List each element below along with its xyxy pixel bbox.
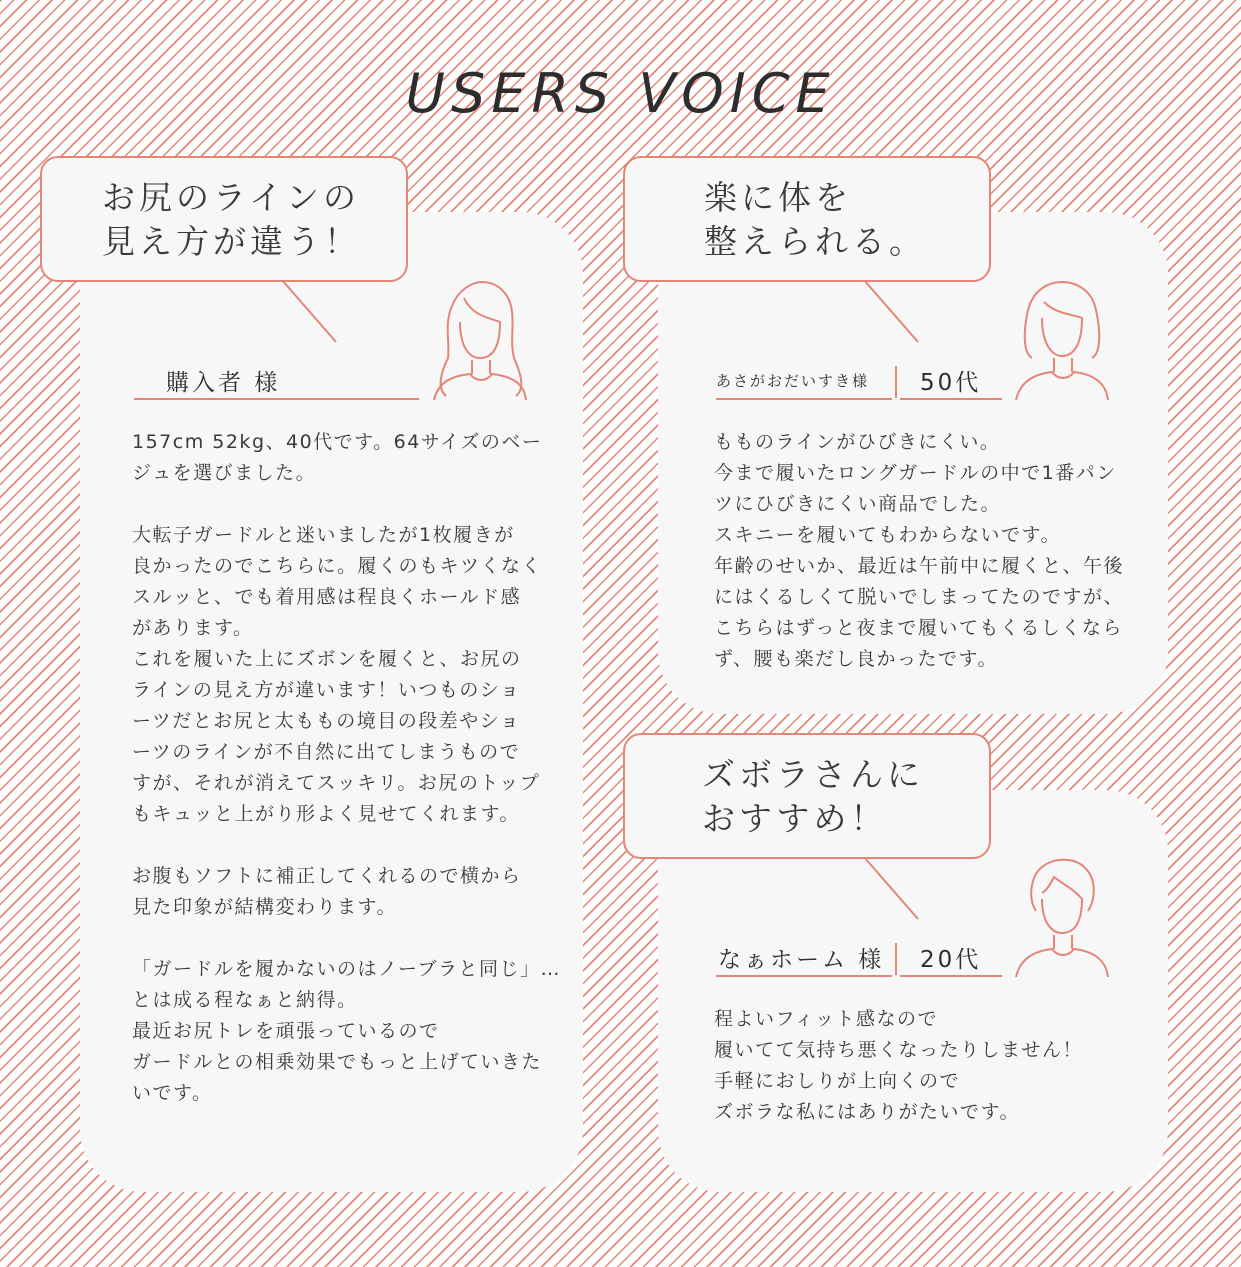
page-title: USERS VOICE: [405, 62, 836, 125]
short-hair-woman-icon: [1014, 855, 1110, 979]
voice-3-age: 20代: [920, 947, 982, 973]
voice-2-age: 50代: [920, 370, 982, 396]
voice-3-divider: [895, 943, 897, 975]
voice-2-review: もものラインがひびきにくい。 今まで履いたロングガードルの中で1番パン ツにひびきにくい商品でした。 スキニーを履いてもわからないです。 年齢のせいか、最近は午前中に履くと、午後 にはくるしくて脱いでしまってたのですが、 こちらはずっと夜まで履いてもくるしくなら ず、腰も楽だし良かったです。: [714, 431, 1125, 670]
voice-1-review: 157cm 52kg、40代です。64サイズのベー ジュを選びました。 大転子ガードルと迷いましたが1枚履きが 良かったのでこちらに。履くのもキツくなく スルッと、でも着用感は程良くホールド感 があります。 これを履いた上にズボンを履くと、お尻の ラインの見え方が違います！いつものショ ーツだとお尻と太ももの境目の段差やショ ーツのラインが不自然に出てしまうもので すが、それが消えてスッキリ。お尻のトップ もキュッと上がり形よく見せてくれます。 お腹もソフトに補正してくれるので横から 見た印象が結構変わります。 「ガードルを履かないのはノーブラと同じ」… とは成る程なぁと納得。 最近お尻トレを頑張っているので ガードルとの相乗効果でもっと上げていきた いです。: [132, 431, 561, 1104]
voice-1-headline: お尻のラインの 見え方が違う！: [102, 178, 361, 261]
voice-3-name-underline: [716, 975, 892, 977]
voice-3-age-underline: [900, 975, 1002, 977]
voice-2-headline: 楽に体を 整えられる。: [704, 178, 926, 261]
voice-3-name: なぁホーム 様: [718, 947, 885, 973]
voice-3-headline: ズボラさんに おすすめ！: [702, 755, 924, 838]
voice-1-name: 購入者 様: [166, 370, 281, 396]
voice-2-name: あさがおだいすき様: [716, 372, 870, 390]
voice-3-review: 程よいフィット感なので 履いてて気持ち悪くなったりしません！ 手軽におしりが上向くので ズボラな私にはありがたいです。: [714, 1008, 1084, 1123]
